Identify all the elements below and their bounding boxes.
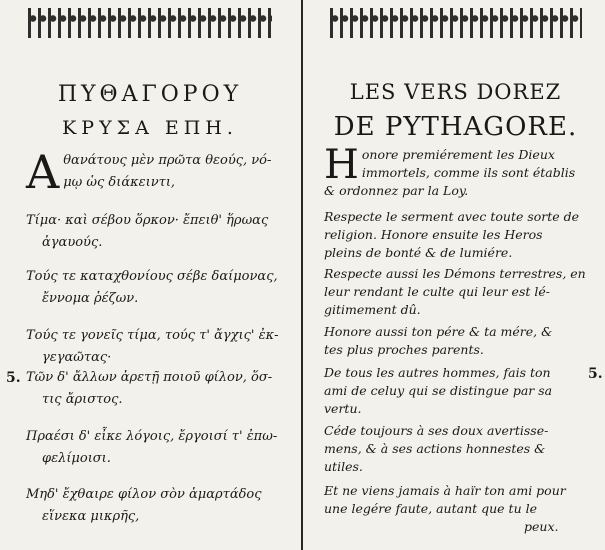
greek-verse-3: Τούς τε καταχθονίους σέβε δαίμονας, ἔννομα ῥέζων. [26, 269, 278, 306]
greek-title: ΠΥΘΑΓΟΡΟΥ [57, 82, 243, 107]
greek-verse-6: Πραέσι δ' εἶκε λόγοις, ἔργοισί τ' ἐπω- φελίμοισι. [26, 429, 278, 466]
french-verse-2: Respecte le serment avec toute sorte de religion. Honore ensuite les Heros pleins de bonté & de lumiére. [324, 209, 580, 260]
greek-verse-2: Τίμα· καὶ σέβου ὅρκον· ἔπειθ' ἥρωας ἀγαυούς. [26, 213, 269, 250]
header-ornament [330, 8, 582, 38]
greek-subtitle: ΚΡΥΣΑ ΕΠΗ. [62, 117, 238, 139]
french-verse-6: Céde toujours à ses doux avertisse- mens, & à ses actions honnestes & utiles. [324, 423, 549, 474]
french-verse-5: De tous les autres hommes, fais ton ami de celuy qui se distingue par sa vertu. [324, 365, 553, 416]
header-ornament [28, 8, 272, 38]
greek-verse-4: Τούς τε γονεῖς τίμα, τούς τ' ἄγχις' ἐκ- γεγαῶτας· [26, 328, 279, 365]
french-verse-4: Honore aussi ton pére & ta mére, & tes plus proches parents. [324, 324, 553, 357]
greek-verse-1: Α θανάτους μὲν πρῶτα θεούς, νό- μῳ ὡς διάκειντι, [26, 145, 272, 199]
left-page-greek [0, 0, 300, 550]
right-page-french [306, 0, 605, 550]
french-verse-7: Et ne viens jamais à haïr ton ami pour une legére faute, autant que tu le peux. [324, 483, 566, 534]
french-drop-cap: H [324, 142, 359, 188]
greek-verse-5: Τῶν δ' ἄλλων ἀρετῇ ποιοῦ φίλον, ὅσ- τις ἄριστος. [26, 370, 273, 407]
french-title: LES VERS DOREZ [349, 80, 562, 104]
verse-number-marker: 5. [6, 370, 21, 386]
french-verse-1: H onore premiérement les Dieux immortels, comme ils sont établis & ordonnez par la Loy. [324, 142, 576, 198]
french-verse-3: Respecte aussi les Démons terrestres, en leur rendant le culte qui leur est lé- gitimement dû. [324, 266, 586, 317]
page-gutter-divider [301, 0, 303, 550]
french-subtitle: DE PYTHAGORE. [333, 112, 578, 142]
greek-verse-7: Μηδ' ἔχθαιρε φίλον σὸν ἁμαρτάδος εἵνεκα μικρῆς, [26, 487, 262, 524]
greek-drop-cap: Α [26, 145, 60, 199]
verse-number-marker: 5. [588, 366, 603, 382]
